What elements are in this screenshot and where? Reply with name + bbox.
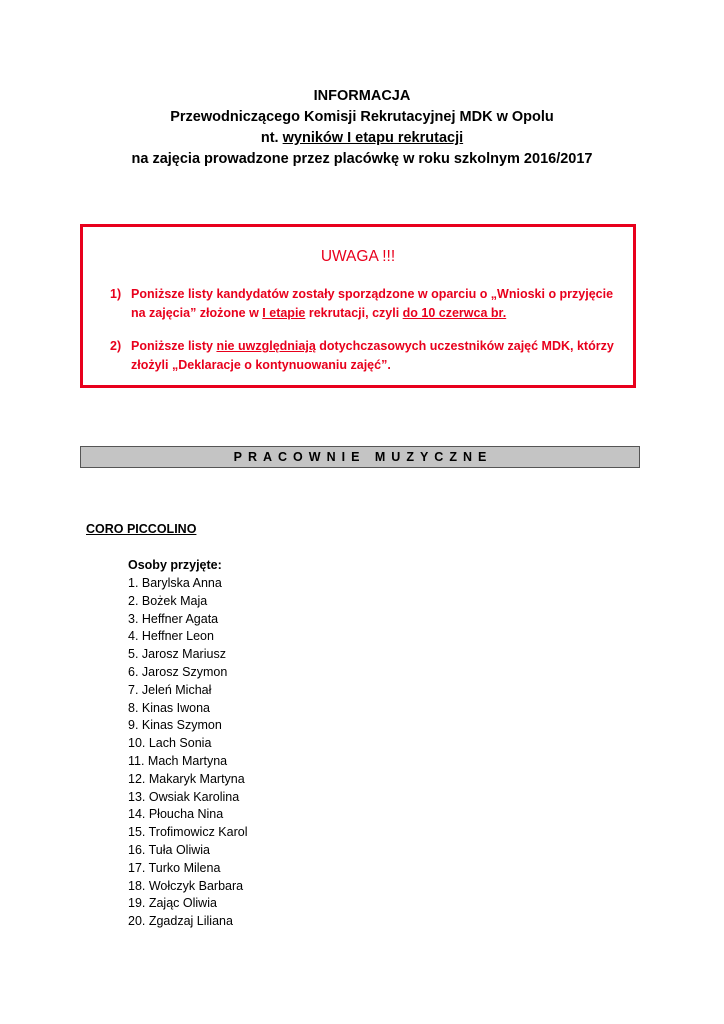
list-item: 11. Mach Martyna <box>128 753 228 768</box>
notice-item-1-deadline: do 10 czerwca br. <box>402 306 507 320</box>
list-item: 15. Trofimowicz Karol <box>128 825 248 840</box>
header-topic-prefix: nt. <box>260 130 283 146</box>
header-topic <box>0 128 724 149</box>
notice-item-1-stage: I etapie <box>262 306 306 320</box>
accepted-label: Osoby przyjęte: <box>128 558 222 572</box>
document-header <box>0 86 724 170</box>
list-item: 8. Kinas Iwona <box>128 700 210 715</box>
list-item: 9. Kinas Szymon <box>128 718 222 733</box>
notice-item-1-text <box>131 285 630 323</box>
accepted-list <box>128 575 247 931</box>
notice-box <box>80 224 636 388</box>
notice-item-1-text-a: Poniższe listy kandydatów zostały sporządzone w oparciu o „Wnioski o przyjęcie na zajęcia” złożone w <box>131 287 614 320</box>
list-item: 4. Heffner Leon <box>128 629 214 644</box>
notice-item-2-text <box>131 337 630 375</box>
list-item: 6. Jarosz Szymon <box>128 664 228 679</box>
list-item: 10. Lach Sonia <box>128 736 212 751</box>
list-item: 12. Makaryk Martyna <box>128 771 245 786</box>
list-item: 7. Jeleń Michał <box>128 682 212 697</box>
notice-item-2-text-b: dotychczasowych uczestników zajęć MDK, którzy złożyli „Deklaracje o kontynuowaniu zajęć”. <box>131 339 614 372</box>
group-title: CORO PICCOLINO <box>86 522 197 536</box>
notice-item-2-text-a: Poniższe listy <box>131 339 217 353</box>
list-item: 3. Heffner Agata <box>128 611 219 626</box>
header-topic-underlined: wyników I etapu rekrutacji <box>282 130 464 146</box>
list-item: 5. Jarosz Mariusz <box>128 647 226 662</box>
notice-item-2-number: 2) <box>110 339 122 353</box>
header-subtitle: Przewodniczącego Komisji Rekrutacyjnej MDK w Opolu <box>170 109 554 125</box>
notice-item-1-text-b: rekrutacji, czyli <box>305 306 403 320</box>
section-heading: PRACOWNIE MUZYCZNE <box>80 446 640 468</box>
list-item: 1. Barylska Anna <box>128 576 222 590</box>
list-item: 2. Bożek Maja <box>128 593 208 608</box>
list-item: 20. Zgadzaj Liliana <box>128 914 233 929</box>
list-item: 17. Turko Milena <box>128 860 221 875</box>
list-item: 16. Tuła Oliwia <box>128 842 210 857</box>
notice-item-1-number: 1) <box>110 287 122 301</box>
header-title: INFORMACJA <box>313 88 411 104</box>
list-item: 18. Wołczyk Barbara <box>128 878 244 893</box>
list-item: 13. Owsiak Karolina <box>128 789 240 804</box>
list-item: 19. Zając Oliwia <box>128 896 217 911</box>
notice-item-1 <box>110 285 630 323</box>
notice-title: UWAGA !!! <box>320 248 396 265</box>
notice-item-2 <box>110 337 630 375</box>
header-scope: na zajęcia prowadzone przez placówkę w roku szkolnym 2016/2017 <box>131 151 593 167</box>
notice-item-2-emphasis: nie uwzględniają <box>216 339 316 353</box>
list-item: 14. Płoucha Nina <box>128 807 224 822</box>
